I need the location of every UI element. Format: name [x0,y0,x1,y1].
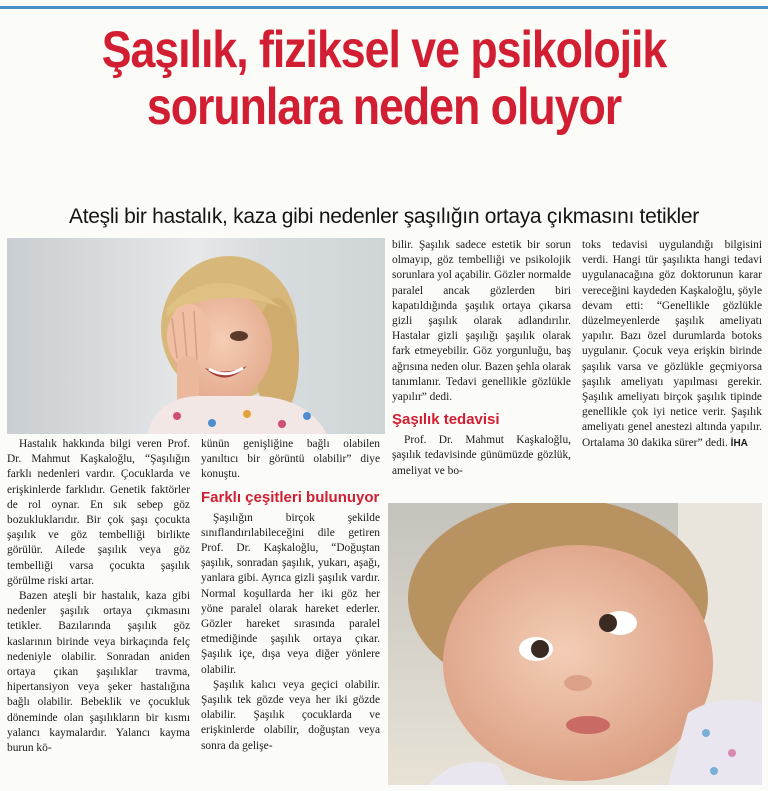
agency-signature: İHA [730,437,748,449]
section-heading: Şaşılık tedavisi [392,411,500,429]
photo-toddler-with-strabismus [388,503,762,785]
article-column-2 [201,437,380,754]
paragraph: toks tedavisi uygulandığı bilgisini verdi. Hangi tür şaşılıkta hangi tedavi uygulanacağına göz doktorunun karar vereceğini kaydeden Kaşkaloğlu, şöyle devam etti: “Genellikle gözlükle düzelmeyenlerde şaşılık ameliyatı yapılır. Bazı özel durumlarda botoks uygulanır. Çocuk veya erişkin birinde şaşılık varsa ve gözlükle geçmiyorsa şaşılık ameliyatı yapılması gerekir. Şaşılık ameliyatı birçok şaşılık tipinde genellikle çok iyi netice verir. Şaşılık ameliyatı genel anestezi altında yapılır. Ortalama 30 dakika sürer” dedi. [582,239,762,449]
paragraph: Prof. Dr. Mahmut Kaşkaloğlu, şaşılık tedavisinde günümüzde gözlük, ameliyat ve bo- [392,434,571,477]
paragraph: Bazen ateşli bir hastalık, kaza gibi nedenler şaşılık ortaya çıkmasını tetikler. Bazılarında şaşılık göz kaslarının birinde veya birkaçında felç nedeniyle olabilir. Sonradan aniden ortaya çıkan şaşılıklar travma, hipertansiyon veya şeker hastalığına bağlı olabilir. Bebeklik ve çocukluk döneminde olan şaşılıkların bir kısmı yalancı kaymalardır. Yalancı kayma burun kö- [7,590,190,755]
article-column-4 [582,238,762,451]
paragraph: künün genişliğine bağlı olabilen yanıltıcı bir görüntü olabilir” diye konuştu. [201,438,380,481]
top-rule [0,6,768,9]
subheadline: Ateşli bir hastalık, kaza gibi nedenler şaşılığın ortaya çıkmasını tetikler [69,205,699,228]
headline: Şaşılık, fiziksel ve psikolojik sorunlara neden oluyor [101,21,667,137]
paragraph: bilir. Şaşılık sadece estetik bir sorun olmayıp, göz tembelliği ve psikolojik sorunlara yol açabilir. Gözler normalde paralel ancak gözlerden biri kapatıldığında şaşılık ortaya çıkarsa gizli şaşılık olarak adlandırılır. Hastalar gizli şaşılığı şaşılık olarak fark etmeyebilir. Göz yorgunluğu, baş ağrısına neden olur. Bazen şehla olarak tanımlanır. Tedavi genellikle gözlükle yapılır” dedi. [392,239,571,404]
article-column-1 [7,437,190,756]
photo-girl-covering-eye [7,238,385,434]
paragraph: Şaşılık kalıcı veya geçici olabilir. Şaşılık tek gözde veya her iki gözde olabilir. Şaşılık çocuklarda ve erişkinlerde olabilir, doğuştan veya sonra da gelişe- [201,678,380,752]
article-column-3 [392,238,571,479]
paragraph: Hastalık hakkında bilgi veren Prof. Dr. Mahmut Kaşkaloğlu, “Şaşılığın farklı nedenleri vardır. Çocuklarda ve erişkinlerde farklıdır. Genetik faktörler de rol oynar. En sık sebep göz bozukluklarıdır. Bir çok şaşı çocukta şaşılık ve göz tembelliği birlikte görülür. Ailede şaşılık veya göz tembelliği varsa çocukta şaşılık görülme riski artar. [7,438,190,587]
section-heading: Farklı çeşitleri bulunuyor [201,488,380,506]
paragraph: Şaşılığın birçok şekilde sınıflandırılabileceğini dile getiren Prof. Dr. Kaşkaloğlu, “Doğuştan şaşılık, sonradan şaşılık, yukarı, aşağı, yanlara gibi. Ayrıca gizli şaşılık vardır. Normal koşullarda her iki göz her yöne paralel olarak hareket ederler. Gözler hareket sırasında paralel etmediğinde şaşılık ortaya çıkar. Şaşılık içe, dışa veya diğer yönlere olabilir. [201,511,380,676]
